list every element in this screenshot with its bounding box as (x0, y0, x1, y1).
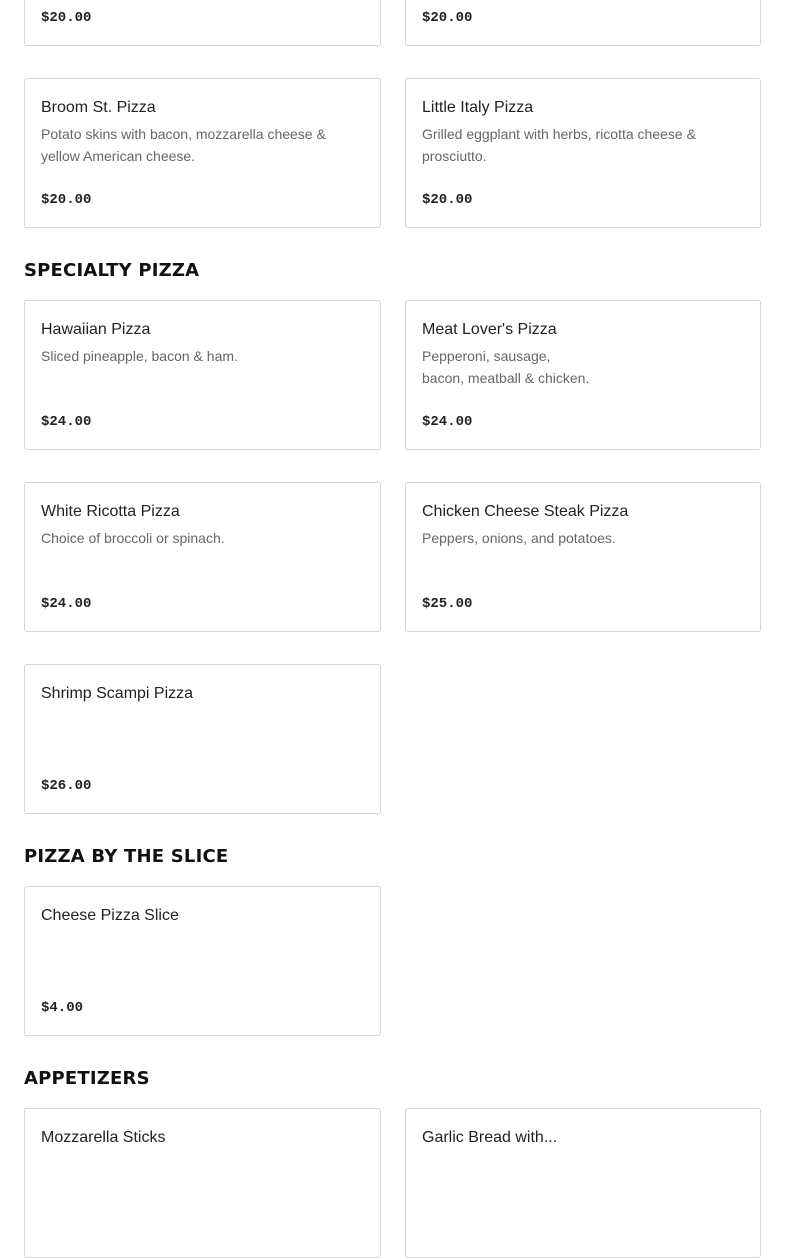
menu-section (24, 1068, 761, 1258)
menu-item-card[interactable] (405, 482, 761, 632)
item-description: Pepperoni, sausage, bacon, meatball & chicken. (422, 348, 590, 386)
menu-item-card[interactable] (24, 0, 381, 46)
menu-item-card[interactable] (405, 300, 761, 450)
menu-item-card[interactable] (24, 664, 381, 814)
item-price: $25.00 (422, 596, 473, 612)
item-price: $4.00 (41, 1000, 84, 1016)
item-name: Chicken Cheese Steak Pizza (422, 503, 629, 520)
item-description: Potato skins with bacon, mozzarella cheese & yellow American cheese. (41, 126, 326, 164)
item-price: $24.00 (41, 596, 92, 612)
item-description: Grilled eggplant with herbs, ricotta cheese & prosciutto. (422, 126, 696, 164)
menu-item-card[interactable] (405, 0, 761, 46)
item-name: Mozzarella Sticks (41, 1129, 166, 1146)
item-price: $20.00 (41, 10, 92, 26)
menu-item-card[interactable] (24, 78, 381, 228)
menu-page (24, 0, 761, 1258)
menu-item-card[interactable] (405, 78, 761, 228)
item-description: Peppers, onions, and potatoes. (422, 530, 616, 546)
item-description: Sliced pineapple, bacon & ham. (41, 348, 238, 364)
item-name: Cheese Pizza Slice (41, 907, 179, 924)
section-title: SPECIALTY PIZZA (24, 260, 200, 281)
menu-item-card[interactable] (24, 1108, 381, 1258)
menu-item-card[interactable] (24, 482, 381, 632)
menu-item-card[interactable] (24, 886, 381, 1036)
card-grid (24, 886, 761, 1036)
section-title: PIZZA BY THE SLICE (24, 846, 229, 867)
item-name: Shrimp Scampi Pizza (41, 685, 194, 702)
section-title: APPETIZERS (24, 1068, 150, 1089)
item-name: Broom St. Pizza (41, 99, 156, 116)
item-name: Hawaiian Pizza (41, 321, 151, 338)
menu-section (24, 260, 761, 814)
item-price: $20.00 (41, 192, 92, 208)
menu-item-card[interactable] (405, 1108, 761, 1258)
item-name: Garlic Bread with... (422, 1129, 558, 1146)
card-grid (24, 300, 761, 814)
menu-item-card[interactable] (24, 300, 381, 450)
item-price: $20.00 (422, 192, 473, 208)
item-price: $24.00 (422, 414, 473, 430)
item-price: $26.00 (41, 778, 92, 794)
card-grid (24, 1108, 761, 1258)
item-name: White Ricotta Pizza (41, 503, 180, 520)
item-description: Choice of broccoli or spinach. (41, 530, 225, 546)
menu-section (24, 846, 761, 1036)
item-name: Meat Lover's Pizza (422, 321, 557, 338)
item-price: $24.00 (41, 414, 92, 430)
item-name: Little Italy Pizza (422, 99, 534, 116)
item-price: $20.00 (422, 10, 473, 26)
card-grid (24, 0, 761, 228)
